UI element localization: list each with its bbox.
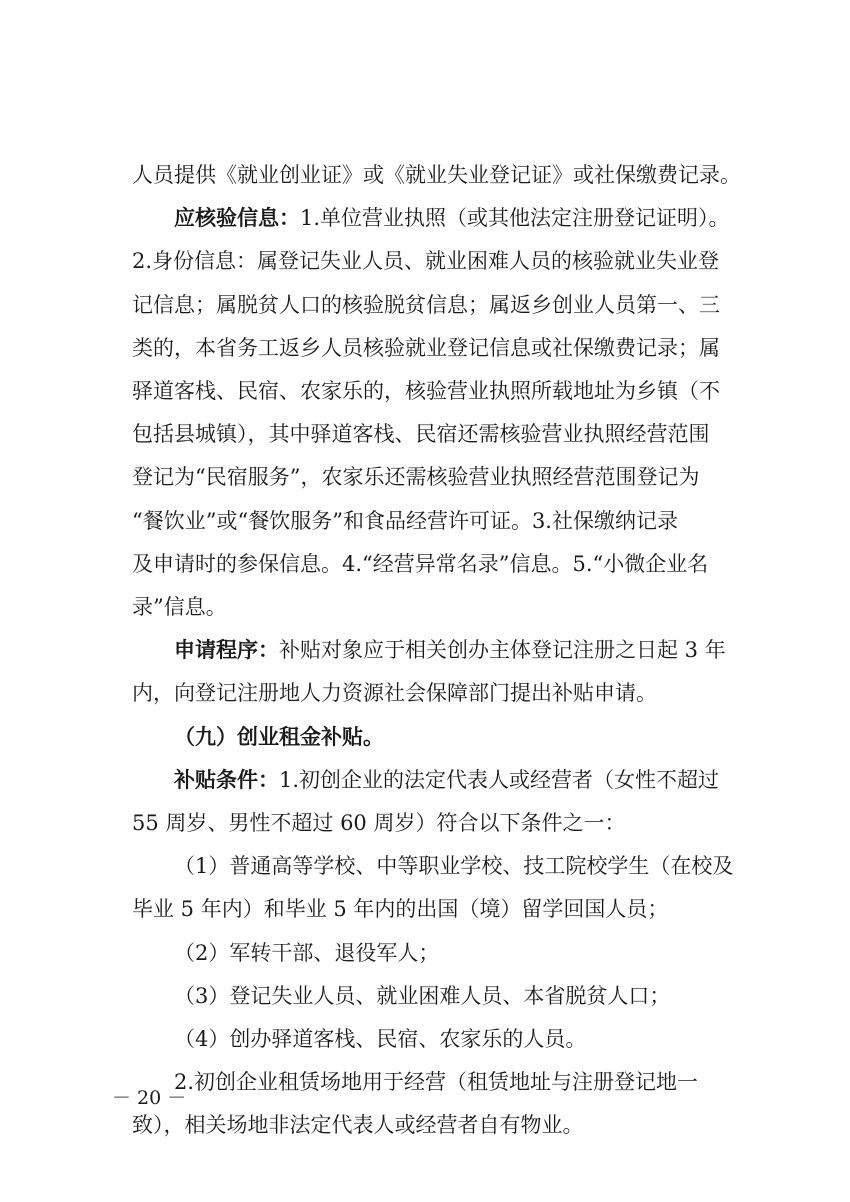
paragraph-line xyxy=(132,806,744,840)
line-text: 录”信息。 xyxy=(132,595,227,619)
paragraph-line xyxy=(132,1108,744,1142)
line-text: 2.初创企业租赁场地用于经营（租赁地址与注册登记地一 xyxy=(174,1070,699,1095)
line-text: 毕业 5 年内）和毕业 5 年内的出国（境）留学回国人员； xyxy=(132,897,669,922)
paragraph-line xyxy=(132,892,744,926)
line-text: 类的，本省务工返乡人员核验就业登记信息或社保缴费记录；属 xyxy=(132,335,720,360)
line-text: “餐饮业”或“餐饮服务”和食品经营许可证。3.社保缴纳记录 xyxy=(132,508,678,533)
paragraph-line xyxy=(132,460,744,494)
line-text: （2）军转干部、退役军人； xyxy=(174,940,440,965)
page-number: － 20 － xyxy=(112,1087,187,1109)
paragraph-line xyxy=(132,547,744,581)
paragraph-line xyxy=(132,590,744,624)
list-item xyxy=(174,979,744,1013)
line-text: （1）普通高等学校、中等职业学校、技工院校学生（在校及 xyxy=(174,854,734,879)
paragraph-line xyxy=(132,331,744,365)
line-text: 55 周岁、男性不超过 60 周岁）符合以下条件之一： xyxy=(132,811,626,835)
line-text: 致），相关场地非法定代表人或经营者自有物业。 xyxy=(132,1113,584,1138)
section-label: 申请程序： xyxy=(174,637,279,663)
line-text: （3）登记失业人员、就业困难人员、本省脱贫人口； xyxy=(174,983,671,1008)
paragraph-line xyxy=(132,504,744,538)
paragraph-line xyxy=(174,1065,744,1099)
paragraph-line xyxy=(174,633,744,667)
line-text: 1.单位营业执照（或其他法定注册登记证明）。 xyxy=(300,206,730,231)
line-text: 2.身份信息：属登记失业人员、就业困难人员的核验就业失业登 xyxy=(132,249,720,274)
paragraph-line xyxy=(132,676,744,710)
line-text: 补贴对象应于相关创办主体登记注册之日起 3 年 xyxy=(279,638,726,663)
section-label: 应核验信息： xyxy=(174,205,300,231)
paragraph-line xyxy=(174,763,744,797)
list-item xyxy=(174,936,744,970)
section-heading xyxy=(174,720,744,754)
line-text: 驿道客栈、民宿、农家乐的，核验营业执照所载地址为乡镇（不 xyxy=(132,379,720,403)
list-item xyxy=(174,1022,744,1056)
list-item xyxy=(174,849,744,883)
section-heading-text: （九）创业租金补贴。 xyxy=(174,723,384,749)
paragraph-line xyxy=(132,288,744,322)
line-text: 内，向登记注册地人力资源社会保障部门提出补贴申请。 xyxy=(132,681,657,706)
line-text: 1.初创企业的法定代表人或经营者（女性不超过 xyxy=(279,767,720,792)
line-text: （4）创办驿道客栈、民宿、农家乐的人员。 xyxy=(174,1027,587,1051)
line-text: 登记为“民宿服务”，农家乐还需核验营业执照经营范围登记为 xyxy=(132,465,700,490)
line-text: 及申请时的参保信息。4.“经营异常名录”信息。5.“小微企业名 xyxy=(132,551,709,576)
paragraph-line xyxy=(132,158,744,192)
paragraph-line xyxy=(174,201,744,235)
line-text: 人员提供《就业创业证》或《就业失业登记证》或社保缴费记录。 xyxy=(132,163,741,187)
paragraph-line xyxy=(132,374,744,408)
line-text: 记信息；属脱贫人口的核验脱贫信息；属返乡创业人员第一、三 xyxy=(132,292,720,317)
section-label: 补贴条件： xyxy=(174,766,279,792)
paragraph-line xyxy=(132,244,744,278)
paragraph-line xyxy=(132,417,744,451)
line-text: 包括县城镇），其中驿道客栈、民宿还需核验营业执照经营范围 xyxy=(132,422,710,447)
